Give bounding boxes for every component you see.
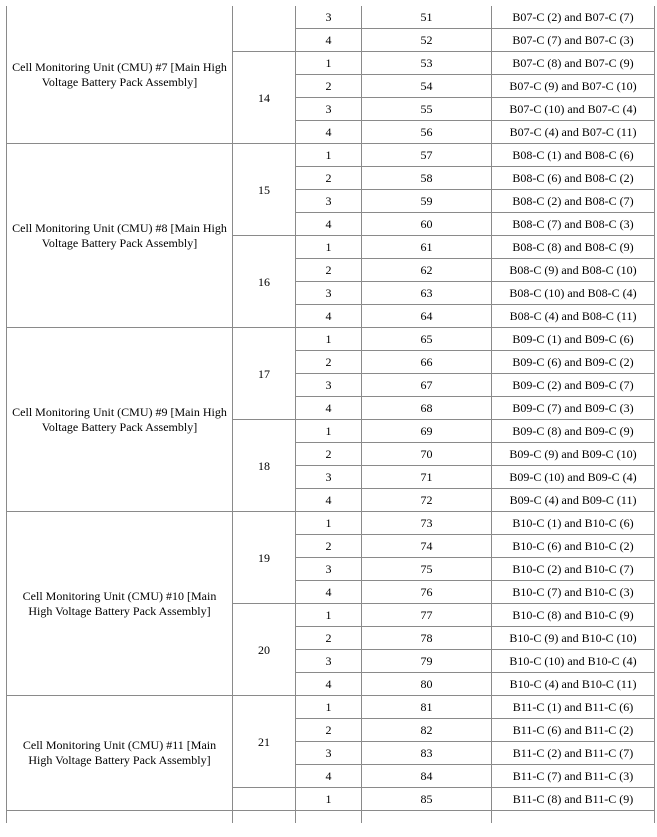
- connector-pins-cell: B10-C (4) and B10-C (11): [492, 673, 655, 696]
- module-number-cell: [233, 788, 296, 811]
- connector-pins-cell: B07-C (7) and B07-C (3): [492, 29, 655, 52]
- pin-number-cell: 76: [362, 581, 492, 604]
- cell-number-cell: 2: [296, 719, 362, 742]
- pin-number-cell: 84: [362, 765, 492, 788]
- pin-number-cell: 72: [362, 489, 492, 512]
- cell-number-cell: 4: [296, 581, 362, 604]
- table-row: [7, 328, 655, 351]
- pin-number-cell: 82: [362, 719, 492, 742]
- connector-pins-cell: B08-C (6) and B08-C (2): [492, 167, 655, 190]
- blank-cell: [492, 811, 655, 823]
- module-number-cell: 20: [233, 604, 296, 696]
- cmu-pin-table: [6, 6, 655, 823]
- connector-pins-cell: B10-C (7) and B10-C (3): [492, 581, 655, 604]
- pin-number-cell: 61: [362, 236, 492, 259]
- cell-number-cell: 3: [296, 374, 362, 397]
- cell-number-cell: 1: [296, 604, 362, 627]
- pin-number-cell: 81: [362, 696, 492, 719]
- connector-pins-cell: B07-C (8) and B07-C (9): [492, 52, 655, 75]
- connector-pins-cell: B10-C (9) and B10-C (10): [492, 627, 655, 650]
- blank-cell: [7, 811, 233, 823]
- pin-number-cell: 57: [362, 144, 492, 167]
- pin-number-cell: 69: [362, 420, 492, 443]
- connector-pins-cell: B11-C (1) and B11-C (6): [492, 696, 655, 719]
- pin-number-cell: 71: [362, 466, 492, 489]
- cell-number-cell: 3: [296, 190, 362, 213]
- connector-pins-cell: B07-C (4) and B07-C (11): [492, 121, 655, 144]
- connector-pins-cell: B10-C (1) and B10-C (6): [492, 512, 655, 535]
- table-body: [7, 6, 655, 823]
- connector-pins-cell: B11-C (6) and B11-C (2): [492, 719, 655, 742]
- module-number-cell: 18: [233, 420, 296, 512]
- pin-number-cell: 66: [362, 351, 492, 374]
- pin-number-cell: 65: [362, 328, 492, 351]
- pin-number-cell: 67: [362, 374, 492, 397]
- unit-name-cell: Cell Monitoring Unit (CMU) #11 [Main High Voltage Battery Pack Assembly]: [7, 696, 233, 811]
- cell-number-cell: 3: [296, 650, 362, 673]
- cell-number-cell: 4: [296, 305, 362, 328]
- cell-number-cell: 3: [296, 466, 362, 489]
- cell-number-cell: 4: [296, 489, 362, 512]
- cell-number-cell: 1: [296, 788, 362, 811]
- cell-number-cell: 4: [296, 673, 362, 696]
- unit-name-cell: Cell Monitoring Unit (CMU) #7 [Main High Voltage Battery Pack Assembly]: [7, 6, 233, 144]
- table-row: [7, 811, 655, 823]
- cell-number-cell: 2: [296, 167, 362, 190]
- blank-cell: [296, 811, 362, 823]
- cell-number-cell: 3: [296, 742, 362, 765]
- pin-number-cell: 83: [362, 742, 492, 765]
- pin-number-cell: 63: [362, 282, 492, 305]
- cell-number-cell: 3: [296, 282, 362, 305]
- connector-pins-cell: B10-C (2) and B10-C (7): [492, 558, 655, 581]
- cell-number-cell: 1: [296, 328, 362, 351]
- cell-number-cell: 1: [296, 420, 362, 443]
- pin-number-cell: 78: [362, 627, 492, 650]
- connector-pins-cell: B09-C (10) and B09-C (4): [492, 466, 655, 489]
- connector-pins-cell: B08-C (9) and B08-C (10): [492, 259, 655, 282]
- pin-number-cell: 64: [362, 305, 492, 328]
- blank-cell: [362, 811, 492, 823]
- pin-number-cell: 58: [362, 167, 492, 190]
- cell-number-cell: 2: [296, 443, 362, 466]
- cell-number-cell: 4: [296, 213, 362, 236]
- unit-name-cell: Cell Monitoring Unit (CMU) #10 [Main High Voltage Battery Pack Assembly]: [7, 512, 233, 696]
- cell-number-cell: 2: [296, 259, 362, 282]
- cell-number-cell: 3: [296, 558, 362, 581]
- unit-name-cell: Cell Monitoring Unit (CMU) #8 [Main High Voltage Battery Pack Assembly]: [7, 144, 233, 328]
- pin-number-cell: 62: [362, 259, 492, 282]
- connector-pins-cell: B10-C (10) and B10-C (4): [492, 650, 655, 673]
- connector-pins-cell: B08-C (2) and B08-C (7): [492, 190, 655, 213]
- cell-number-cell: 4: [296, 397, 362, 420]
- connector-pins-cell: B08-C (8) and B08-C (9): [492, 236, 655, 259]
- cell-number-cell: 4: [296, 765, 362, 788]
- connector-pins-cell: B09-C (9) and B09-C (10): [492, 443, 655, 466]
- pin-number-cell: 68: [362, 397, 492, 420]
- module-number-cell: 19: [233, 512, 296, 604]
- pin-number-cell: 80: [362, 673, 492, 696]
- pin-number-cell: 85: [362, 788, 492, 811]
- connector-pins-cell: B09-C (8) and B09-C (9): [492, 420, 655, 443]
- cell-number-cell: 2: [296, 351, 362, 374]
- connector-pins-cell: B07-C (2) and B07-C (7): [492, 6, 655, 29]
- connector-pins-cell: B11-C (8) and B11-C (9): [492, 788, 655, 811]
- connector-pins-cell: B09-C (1) and B09-C (6): [492, 328, 655, 351]
- module-number-cell: 21: [233, 696, 296, 788]
- cell-number-cell: 3: [296, 98, 362, 121]
- module-number-cell: 16: [233, 236, 296, 328]
- pin-number-cell: 75: [362, 558, 492, 581]
- pin-number-cell: 60: [362, 213, 492, 236]
- table-row: [7, 144, 655, 167]
- pin-number-cell: 52: [362, 29, 492, 52]
- pin-number-cell: 74: [362, 535, 492, 558]
- module-number-cell: 14: [233, 52, 296, 144]
- cell-number-cell: 4: [296, 121, 362, 144]
- cell-number-cell: 2: [296, 75, 362, 98]
- connector-pins-cell: B09-C (6) and B09-C (2): [492, 351, 655, 374]
- cell-number-cell: 2: [296, 535, 362, 558]
- cell-number-cell: 2: [296, 627, 362, 650]
- module-number-cell: [233, 6, 296, 52]
- connector-pins-cell: B09-C (7) and B09-C (3): [492, 397, 655, 420]
- connector-pins-cell: B11-C (2) and B11-C (7): [492, 742, 655, 765]
- pin-number-cell: 59: [362, 190, 492, 213]
- pin-number-cell: 70: [362, 443, 492, 466]
- table-row: [7, 512, 655, 535]
- table-row: [7, 696, 655, 719]
- connector-pins-cell: B07-C (9) and B07-C (10): [492, 75, 655, 98]
- connector-pins-cell: B08-C (7) and B08-C (3): [492, 213, 655, 236]
- connector-pins-cell: B10-C (6) and B10-C (2): [492, 535, 655, 558]
- pin-number-cell: 56: [362, 121, 492, 144]
- cell-number-cell: 1: [296, 512, 362, 535]
- cell-number-cell: 1: [296, 144, 362, 167]
- connector-pins-cell: B10-C (8) and B10-C (9): [492, 604, 655, 627]
- blank-cell: [233, 811, 296, 823]
- cell-number-cell: 1: [296, 236, 362, 259]
- cell-number-cell: 1: [296, 696, 362, 719]
- pin-number-cell: 79: [362, 650, 492, 673]
- pin-number-cell: 51: [362, 6, 492, 29]
- cell-number-cell: 3: [296, 6, 362, 29]
- pin-number-cell: 53: [362, 52, 492, 75]
- connector-pins-cell: B08-C (1) and B08-C (6): [492, 144, 655, 167]
- connector-pins-cell: B11-C (7) and B11-C (3): [492, 765, 655, 788]
- connector-pins-cell: B07-C (10) and B07-C (4): [492, 98, 655, 121]
- connector-pins-cell: B09-C (2) and B09-C (7): [492, 374, 655, 397]
- table-row: [7, 6, 655, 29]
- cell-number-cell: 4: [296, 29, 362, 52]
- connector-pins-cell: B08-C (10) and B08-C (4): [492, 282, 655, 305]
- cell-number-cell: 1: [296, 52, 362, 75]
- module-number-cell: 17: [233, 328, 296, 420]
- module-number-cell: 15: [233, 144, 296, 236]
- pin-number-cell: 77: [362, 604, 492, 627]
- connector-pins-cell: B09-C (4) and B09-C (11): [492, 489, 655, 512]
- connector-pins-cell: B08-C (4) and B08-C (11): [492, 305, 655, 328]
- pin-number-cell: 73: [362, 512, 492, 535]
- unit-name-cell: Cell Monitoring Unit (CMU) #9 [Main High Voltage Battery Pack Assembly]: [7, 328, 233, 512]
- pin-number-cell: 54: [362, 75, 492, 98]
- pin-number-cell: 55: [362, 98, 492, 121]
